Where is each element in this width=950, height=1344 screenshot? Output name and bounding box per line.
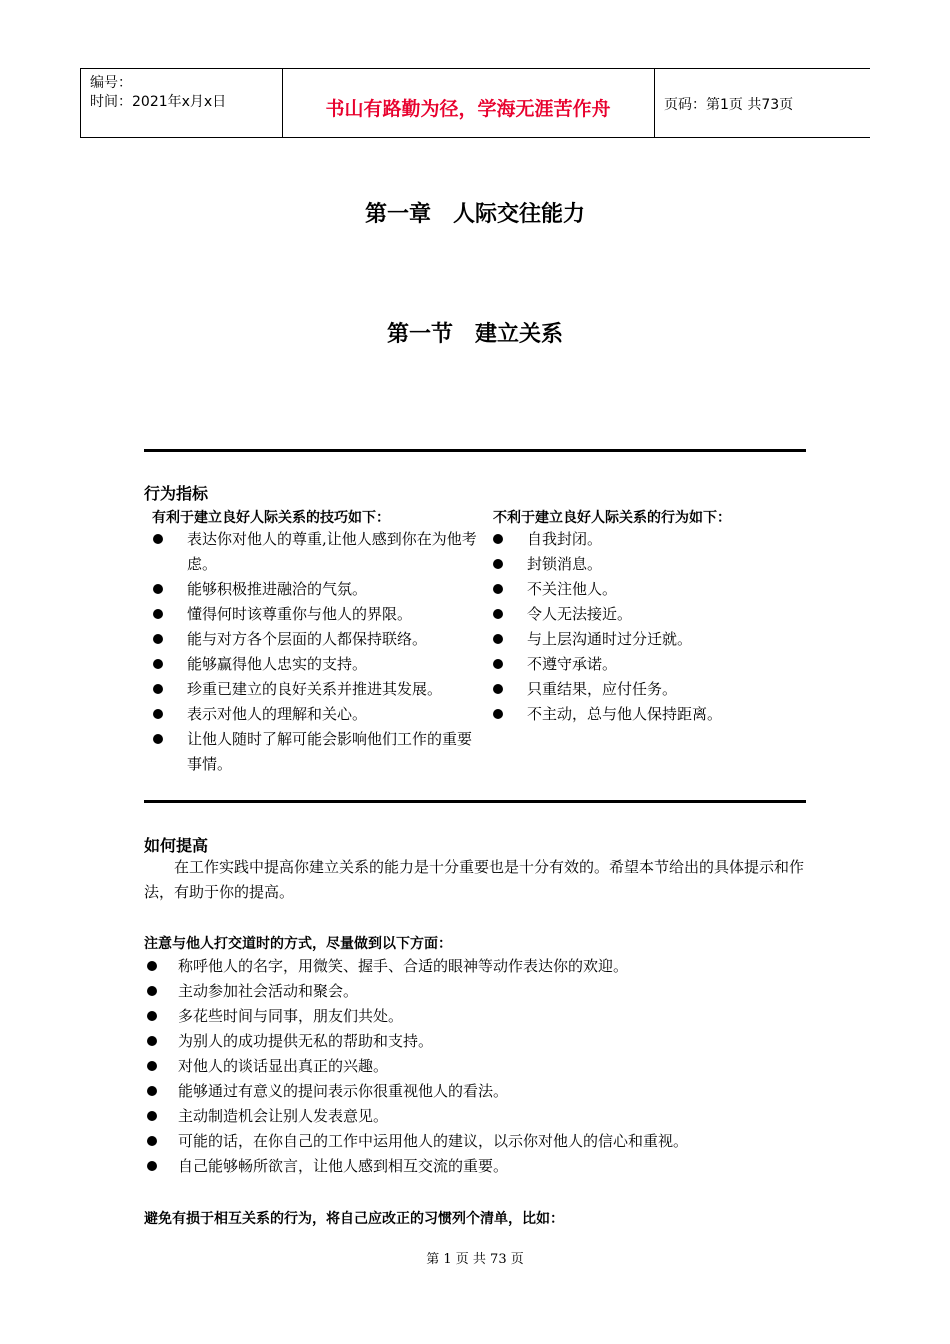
bullet-icon: [147, 986, 157, 996]
bullet-icon: [493, 559, 503, 569]
list-item: 能够赢得他人忠实的支持。: [153, 652, 478, 677]
section-title: 第一节 建立关系: [386, 322, 563, 347]
list-item: 为别人的成功提供无私的帮助和支持。: [144, 1029, 806, 1054]
bullet-icon: [147, 1011, 157, 1021]
list-item: 封锁消息。: [493, 552, 803, 577]
list-item: 多花些时间与同事，朋友们共处。: [144, 1004, 806, 1029]
attention-heading: 注意与他人打交道时的方式，尽量做到以下方面：: [144, 936, 452, 952]
bullet-icon: [147, 1136, 157, 1146]
bullet-icon: [147, 1161, 157, 1171]
list-item: 表达你对他人的尊重,让他人感到你在为他考虑。: [153, 527, 478, 577]
negative-list: [493, 527, 803, 727]
bullet-icon: [493, 684, 503, 694]
bullet-icon: [153, 634, 163, 644]
list-item: 能够积极推进融洽的气氛。: [153, 577, 478, 602]
time-label: 时间：2021年x月x日: [90, 94, 227, 110]
list-item: 对他人的谈话显出真正的兴趣。: [144, 1054, 806, 1079]
list-item: 表示对他人的理解和关心。: [153, 702, 478, 727]
improve-paragraph: 在工作实践中提高你建立关系的能力是十分重要也是十分有效的。希望本节给出的具体提示和作法，有助于你的提高。: [144, 858, 805, 901]
bullet-icon: [147, 1061, 157, 1071]
bullet-icon: [493, 709, 503, 719]
list-item: 称呼他人的名字，用微笑、握手、合适的眼神等动作表达你的欢迎。: [144, 954, 806, 979]
list-item: 珍重已建立的良好关系并推进其发展。: [153, 677, 478, 702]
header-table: [80, 68, 870, 138]
divider-bottom: [144, 800, 806, 803]
bullet-icon: [147, 1036, 157, 1046]
list-item: 让他人随时了解可能会影响他们工作的重要事情。: [153, 727, 478, 777]
behavior-heading: 行为指标: [144, 484, 209, 503]
avoid-heading: 避免有损于相互关系的行为，将自己应改正的习惯列个清单，比如：: [144, 1211, 564, 1227]
bullet-icon: [493, 609, 503, 619]
bullet-icon: [493, 659, 503, 669]
list-item: 能够通过有意义的提问表示你很重视他人的看法。: [144, 1079, 806, 1104]
list-item: 不关注他人。: [493, 577, 803, 602]
bullet-icon: [493, 584, 503, 594]
page-footer: 第 1 页 共 73 页: [426, 1252, 524, 1267]
negative-heading: 不利于建立良好人际关系的行为如下：: [493, 510, 731, 526]
list-item: 主动制造机会让别人发表意见。: [144, 1104, 806, 1129]
bullet-icon: [153, 534, 163, 544]
bullet-icon: [147, 1111, 157, 1121]
list-item: 自我封闭。: [493, 527, 803, 552]
list-item: 可能的话，在你自己的工作中运用他人的建议，以示你对他人的信心和重视。: [144, 1129, 806, 1154]
header-motto-cell: [282, 69, 655, 137]
bullet-icon: [153, 609, 163, 619]
list-item: 主动参加社会活动和聚会。: [144, 979, 806, 1004]
list-item: 能与对方各个层面的人都保持联络。: [153, 627, 478, 652]
positive-heading: 有利于建立良好人际关系的技巧如下：: [152, 510, 390, 526]
attention-list: [144, 954, 806, 1179]
number-label: 编号：: [90, 75, 132, 91]
bullet-icon: [147, 1086, 157, 1096]
header-page-cell: [655, 69, 870, 137]
improve-heading: 如何提高: [144, 836, 209, 855]
positive-list: [153, 527, 478, 777]
list-item: 懂得何时该尊重你与他人的界限。: [153, 602, 478, 627]
list-item: 只重结果，应付任务。: [493, 677, 803, 702]
list-item: 自己能够畅所欲言，让他人感到相互交流的重要。: [144, 1154, 806, 1179]
header-info-cell: [80, 69, 283, 137]
list-item: 不主动，总与他人保持距离。: [493, 702, 803, 727]
bullet-icon: [153, 684, 163, 694]
chapter-title: 第一章 人际交往能力: [364, 202, 585, 227]
bullet-icon: [153, 659, 163, 669]
list-item: 不遵守承诺。: [493, 652, 803, 677]
bullet-icon: [153, 584, 163, 594]
motto: 书山有路勤为径，学海无涯苦作舟: [325, 98, 611, 120]
bullet-icon: [493, 534, 503, 544]
bullet-icon: [153, 734, 163, 744]
list-item: 与上层沟通时过分迁就。: [493, 627, 803, 652]
list-item: 令人无法接近。: [493, 602, 803, 627]
bullet-icon: [493, 634, 503, 644]
bullet-icon: [153, 709, 163, 719]
bullet-icon: [147, 961, 157, 971]
page-label: 页码：第1页 共73页: [664, 97, 794, 113]
divider-top: [144, 449, 806, 452]
